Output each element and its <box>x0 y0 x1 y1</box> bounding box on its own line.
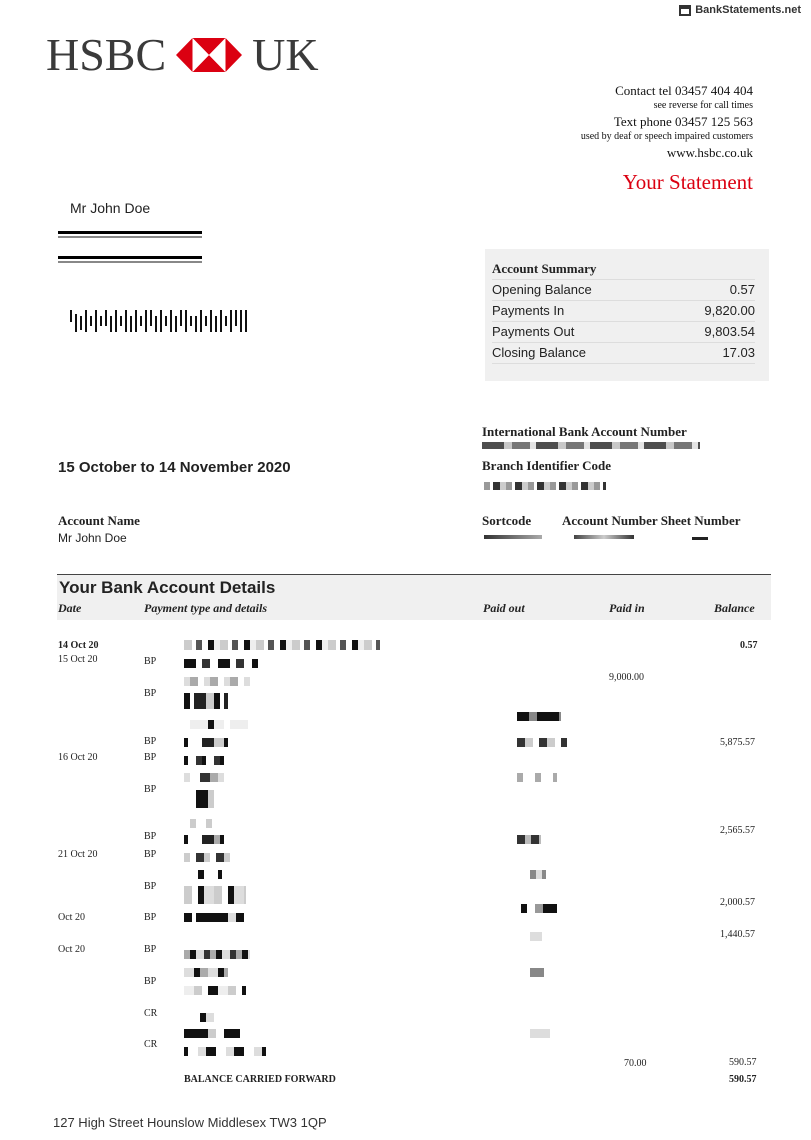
account-name: Mr John Doe <box>58 531 127 545</box>
redacted-paid-out <box>517 773 557 782</box>
redacted-detail <box>184 659 258 668</box>
redacted-iban <box>482 442 700 449</box>
col-paid-in: Paid in <box>609 601 645 615</box>
balance-value: 2,565.57 <box>720 825 755 836</box>
postal-barcode <box>70 310 252 332</box>
col-paid-out: Paid out <box>483 601 525 615</box>
contact-website: www.hsbc.co.uk <box>666 145 753 160</box>
redacted-detail <box>184 790 220 808</box>
logo-text-left: HSBC <box>46 29 167 80</box>
watermark-text: BankStatements.net <box>695 4 801 16</box>
redacted-sheet-number <box>692 537 708 540</box>
redacted-bic <box>484 482 606 490</box>
statement-title: Your Statement <box>622 170 753 194</box>
redacted-detail <box>184 1013 230 1022</box>
opening-balance: 0.57 <box>740 640 758 651</box>
row-type: BP <box>144 831 157 842</box>
carried-forward-label: BALANCE CARRIED FORWARD <box>184 1074 336 1085</box>
account-summary <box>485 249 769 381</box>
redacted-detail <box>184 693 228 709</box>
row-date: 14 Oct 20 <box>58 640 99 651</box>
paid-in-value: 70.00 <box>624 1058 647 1069</box>
paid-in-value: 9,000.00 <box>609 672 644 683</box>
watermark <box>679 4 801 16</box>
footer-address: 127 High Street Hounslow Middlesex TW3 1QP <box>53 1115 327 1130</box>
redacted-address-line <box>58 256 202 259</box>
row-type: CR <box>144 1008 158 1019</box>
redacted-address-line <box>58 231 202 234</box>
redacted-detail <box>184 720 248 729</box>
row-type: BP <box>144 976 157 987</box>
row-type: CR <box>144 1039 158 1050</box>
col-type: Payment type and details <box>144 601 267 615</box>
bank-logo <box>46 30 319 80</box>
row-type: BP <box>144 912 157 923</box>
account-name-label: Account Name <box>58 513 140 528</box>
redacted-detail <box>184 835 234 844</box>
redacted-detail <box>184 677 250 686</box>
row-type: BP <box>144 688 157 699</box>
balance-value: 590.57 <box>729 1057 757 1068</box>
row-date: 16 Oct 20 <box>58 752 98 763</box>
redacted-paid-out <box>530 968 544 977</box>
redacted-detail <box>184 1047 266 1056</box>
redacted-detail <box>184 640 380 650</box>
col-date: Date <box>58 601 82 615</box>
redacted-detail <box>184 773 228 782</box>
redacted-paid-out <box>530 932 542 941</box>
account-number-label: Account Number Sheet Number <box>562 513 741 528</box>
balance-value: 2,000.57 <box>720 897 755 908</box>
row-type: BP <box>144 881 157 892</box>
redacted-paid-out <box>530 1029 550 1038</box>
statement-period: 15 October to 14 November 2020 <box>58 459 291 476</box>
redacted-paid-out <box>521 904 561 913</box>
hsbc-hexagon-icon <box>176 38 242 72</box>
redacted-paid-out <box>517 835 541 844</box>
details-title: Your Bank Account Details <box>59 578 276 597</box>
redacted-detail <box>184 886 246 904</box>
summary-row: Opening Balance 0.57 <box>492 279 755 300</box>
summary-row: Closing Balance 17.03 <box>492 342 755 364</box>
redacted-paid-out <box>517 738 567 747</box>
contact-textphone: Text phone 03457 125 563 <box>613 114 753 129</box>
row-type: BP <box>144 656 157 667</box>
row-type: BP <box>144 752 157 763</box>
redacted-detail <box>184 819 220 828</box>
row-type: BP <box>144 944 157 955</box>
iban-label: International Bank Account Number <box>482 424 687 439</box>
carried-forward-value: 590.57 <box>729 1074 757 1085</box>
bic-label: Branch Identifier Code <box>482 458 612 473</box>
redacted-paid-out <box>517 712 561 721</box>
contact-tel-note: see reverse for call times <box>653 100 753 111</box>
customer-name: Mr John Doe <box>70 200 151 216</box>
row-type: BP <box>144 849 157 860</box>
logo-text-right: UK <box>252 29 319 80</box>
redacted-address-line <box>58 261 202 263</box>
sortcode-label: Sortcode <box>482 513 532 528</box>
row-type: BP <box>144 784 157 795</box>
row-type: BP <box>144 736 157 747</box>
row-date: 15 Oct 20 <box>58 654 98 665</box>
redacted-detail <box>184 1029 240 1038</box>
balance-value: 5,875.57 <box>720 737 755 748</box>
bank-icon <box>679 5 691 16</box>
contact-textphone-note: used by deaf or speech impaired customers <box>580 131 753 142</box>
redacted-detail <box>184 853 230 862</box>
redacted-detail <box>184 756 230 765</box>
redacted-detail <box>184 870 222 879</box>
summary-row: Payments Out 9,803.54 <box>492 321 755 342</box>
contact-tel: Contact tel 03457 404 404 <box>615 83 753 98</box>
sheet-number-label: Sheet Number <box>660 513 741 528</box>
redacted-detail <box>184 913 248 922</box>
summary-title: Account Summary <box>492 261 597 276</box>
redacted-detail <box>184 738 240 747</box>
summary-row: Payments In 9,820.00 <box>492 300 755 321</box>
redacted-detail <box>184 986 246 995</box>
balance-value: 1,440.57 <box>720 929 755 940</box>
redacted-address-line <box>58 236 202 238</box>
redacted-sortcode <box>484 535 542 539</box>
redacted-paid-out <box>530 870 546 879</box>
redacted-account-number <box>574 535 634 539</box>
col-balance: Balance <box>714 601 755 615</box>
redacted-detail <box>184 950 250 959</box>
row-date: Oct 20 <box>58 944 85 955</box>
redacted-detail <box>184 968 228 977</box>
row-date: 21 Oct 20 <box>58 849 98 860</box>
row-date: Oct 20 <box>58 912 85 923</box>
